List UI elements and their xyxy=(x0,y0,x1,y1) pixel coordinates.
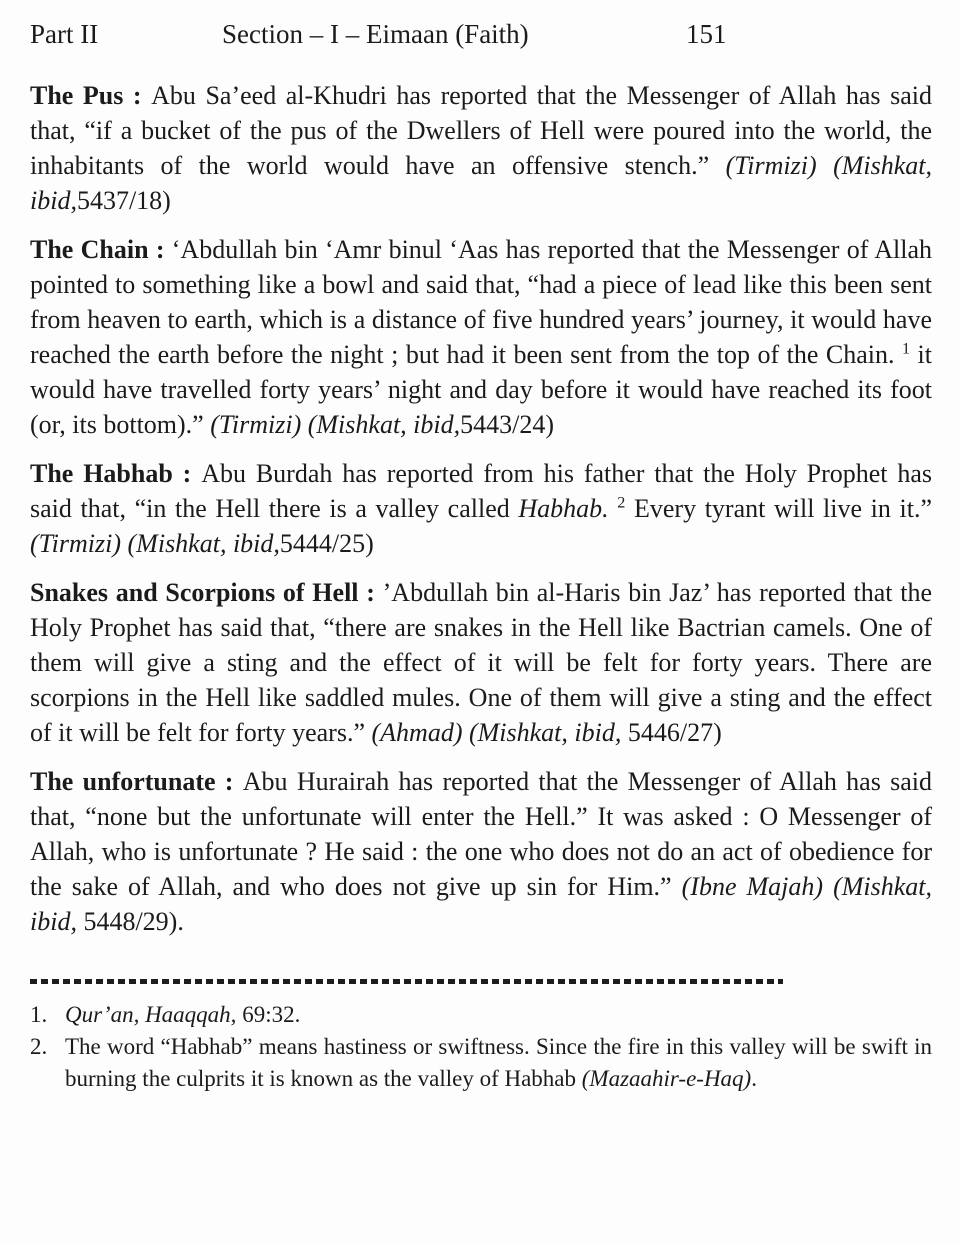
paragraph-the-unfortunate: The unfortunate : Abu Hurairah has reported that the Messenger of Allah has said that, “none but the unfortunate will enter the Hell.” It was asked : O Messenger of Allah, who is unfortunate ? He said : the one who does not do an act of obedience for the sake of Allah, and who does not give up sin for Him.” (Ibne Majah) (Mishkat, ibid, 5448/29). xyxy=(30,767,932,936)
paragraph-snakes-and-scorpions: Snakes and Scorpions of Hell : ’Abdullah bin al-Haris bin Jaz’ has reported that the Holy Prophet has said that, “there are snakes in the Hell like Bactrian camels. One of them will give a sting and the effect of it will be felt for forty years. There are scorpions in the Hell like saddled mules. One of them will give a sting and the effect of it will be felt for forty years.” (Ahmad) (Mishkat, ibid, 5446/27) xyxy=(30,578,932,747)
footnote-1 xyxy=(30,999,932,1031)
paragraph-the-pus: The Pus : Abu Sa’eed al-Khudri has reported that the Messenger of Allah has said that, “if a bucket of the pus of the Dwellers of Hell were poured into the world, the inhabitants of the world would have an offensive stench.” (Tirmizi) (Mishkat, ibid,5437/18) xyxy=(30,81,932,215)
footnote-1-text: Qur’an, Haaqqah, 69:32. xyxy=(65,1002,301,1027)
footnote-1-marker: 1. xyxy=(30,1002,48,1027)
footnote-2-marker: 2. xyxy=(30,1034,48,1059)
page-body xyxy=(30,78,932,939)
section-title: Section – I – Eimaan (Faith) xyxy=(222,19,529,49)
paragraph-the-chain: The Chain : ‘Abdullah bin ‘Amr binul ‘Aas has reported that the Messenger of Allah pointed to something like a bowl and said that, “had a piece of lead like this been sent from heaven to earth, which is a distance of five hundred years’ journey, it would have reached the earth before the night ; but had it been sent from the top of the Chain. $^1$ it would have travelled forty years’ night and day before it would have reached its foot (or, its bottom).” (Tirmizi) (Mishkat, ibid,5443/24) xyxy=(30,235,932,439)
page-number: 151 xyxy=(686,19,727,49)
footnote-2-text: The word “Habhab” means hastiness or swiftness. Since the fire in this valley will be swift in burning the culprits it is known as the valley of Habhab (Mazaahir-e-Haq). xyxy=(65,1034,932,1091)
part-label: Part II xyxy=(30,19,99,49)
footnote-separator xyxy=(30,979,783,984)
paragraph-the-habhab: The Habhab : Abu Burdah has reported from his father that the Holy Prophet has said that, “in the Hell there is a valley called Habhab. $^2$ Every tyrant will live in it.” (Tirmizi) (Mishkat, ibid,5444/25) xyxy=(30,459,933,558)
page-header xyxy=(30,18,932,50)
footnote-2 xyxy=(30,1031,932,1095)
footnotes xyxy=(30,999,932,1095)
